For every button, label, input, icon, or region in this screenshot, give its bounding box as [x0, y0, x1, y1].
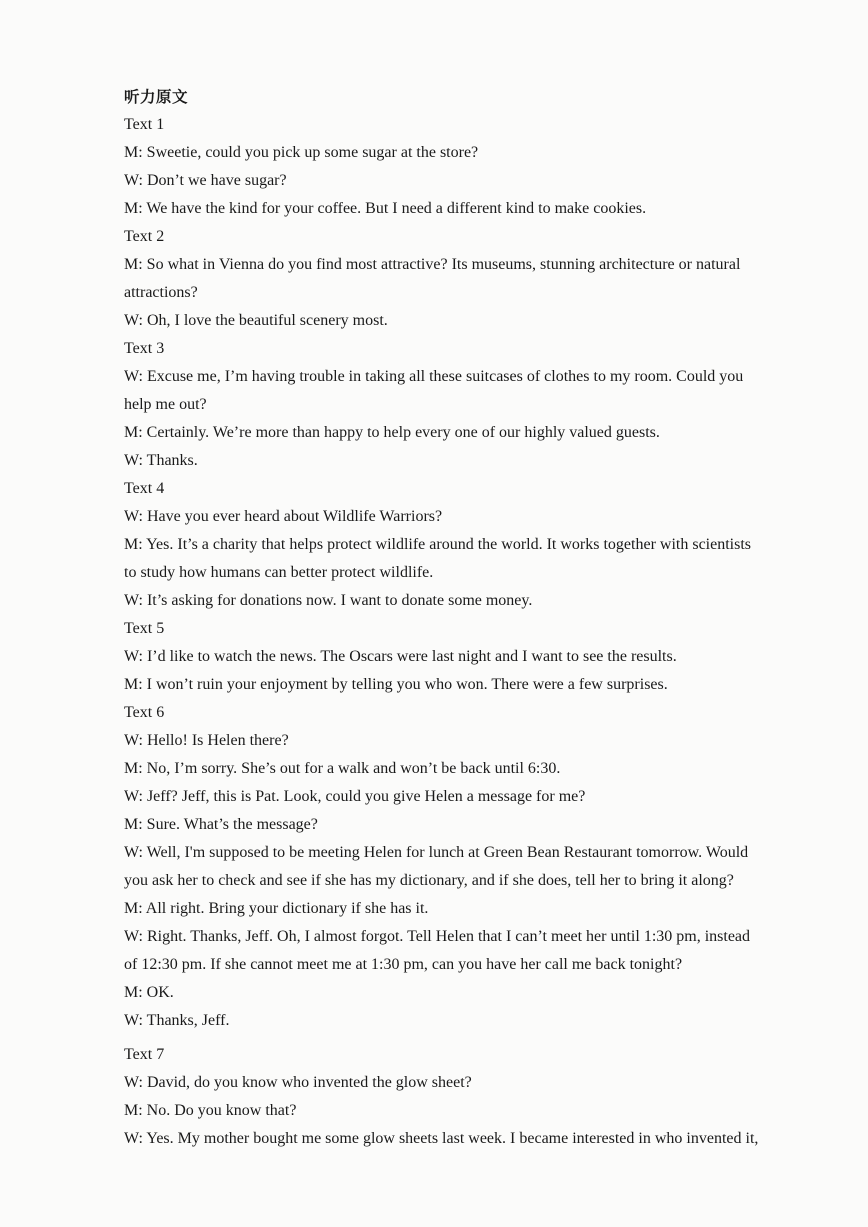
- dialogue-line: M: Sweetie, could you pick up some sugar at the store?: [124, 144, 479, 161]
- dialogue-line: W: Jeff? Jeff, this is Pat. Look, could you give Helen a message for me?: [124, 788, 586, 805]
- dialogue-line: M: No, I’m sorry. She’s out for a walk and won’t be back until 6:30.: [124, 760, 561, 777]
- dialogue-line: W: Oh, I love the beautiful scenery most.: [124, 312, 388, 329]
- dialogue-line: W: Well, I'm supposed to be meeting Helen for lunch at Green Bean Restaurant tomorrow. Would: [124, 844, 749, 861]
- dialogue-line: W: Thanks.: [124, 452, 198, 469]
- page-title: 听力原文: [124, 88, 189, 106]
- dialogue-line: W: Excuse me, I’m having trouble in taking all these suitcases of clothes to my room. Could you: [124, 368, 744, 385]
- dialogue-line: M: Sure. What’s the message?: [124, 816, 318, 833]
- dialogue-line: M: We have the kind for your coffee. But I need a different kind to make cookies.: [124, 200, 647, 217]
- dialogue-line: M: Yes. It’s a charity that helps protect wildlife around the world. It works together with scientists: [124, 536, 751, 553]
- dialogue-line: M: All right. Bring your dictionary if she has it.: [124, 900, 429, 917]
- dialogue-line: W: Right. Thanks, Jeff. Oh, I almost forgot. Tell Helen that I can’t meet her until 1:30 pm, instead: [124, 928, 751, 945]
- dialogue-line: M: Certainly. We’re more than happy to help every one of our highly valued guests.: [124, 424, 660, 441]
- dialogue-line: W: It’s asking for donations now. I want to donate some money.: [124, 592, 533, 609]
- dialogue-line: attractions?: [124, 284, 198, 301]
- dialogue-line: W: Have you ever heard about Wildlife Warriors?: [124, 508, 443, 525]
- dialogue-line: M: I won’t ruin your enjoyment by telling you who won. There were a few surprises.: [124, 676, 668, 693]
- dialogue-line: W: I’d like to watch the news. The Oscars were last night and I want to see the results.: [124, 648, 677, 665]
- dialogue-line: W: Don’t we have sugar?: [124, 172, 287, 189]
- dialogue-line: W: David, do you know who invented the glow sheet?: [124, 1074, 472, 1091]
- dialogue-line: W: Yes. My mother bought me some glow sheets last week. I became interested in who invented it,: [124, 1130, 759, 1147]
- dialogue-line: W: Thanks, Jeff.: [124, 1012, 230, 1029]
- section-heading: Text 1: [124, 116, 165, 133]
- dialogue-line: M: No. Do you know that?: [124, 1102, 297, 1119]
- dialogue-line: you ask her to check and see if she has my dictionary, and if she does, tell her to bring it along?: [124, 872, 734, 889]
- section-heading: Text 6: [124, 704, 165, 721]
- section-heading: Text 5: [124, 620, 165, 637]
- dialogue-line: of 12:30 pm. If she cannot meet me at 1:30 pm, can you have her call me back tonight?: [124, 956, 683, 973]
- section-heading: Text 4: [124, 480, 165, 497]
- dialogue-line: M: OK.: [124, 984, 174, 1001]
- dialogue-line: W: Hello! Is Helen there?: [124, 732, 289, 749]
- section-heading: Text 7: [124, 1046, 165, 1063]
- dialogue-line: help me out?: [124, 396, 207, 413]
- dialogue-line: M: So what in Vienna do you find most attractive? Its museums, stunning architecture or natural: [124, 256, 741, 273]
- section-heading: Text 2: [124, 228, 165, 245]
- section-heading: Text 3: [124, 340, 165, 357]
- dialogue-line: to study how humans can better protect wildlife.: [124, 564, 434, 581]
